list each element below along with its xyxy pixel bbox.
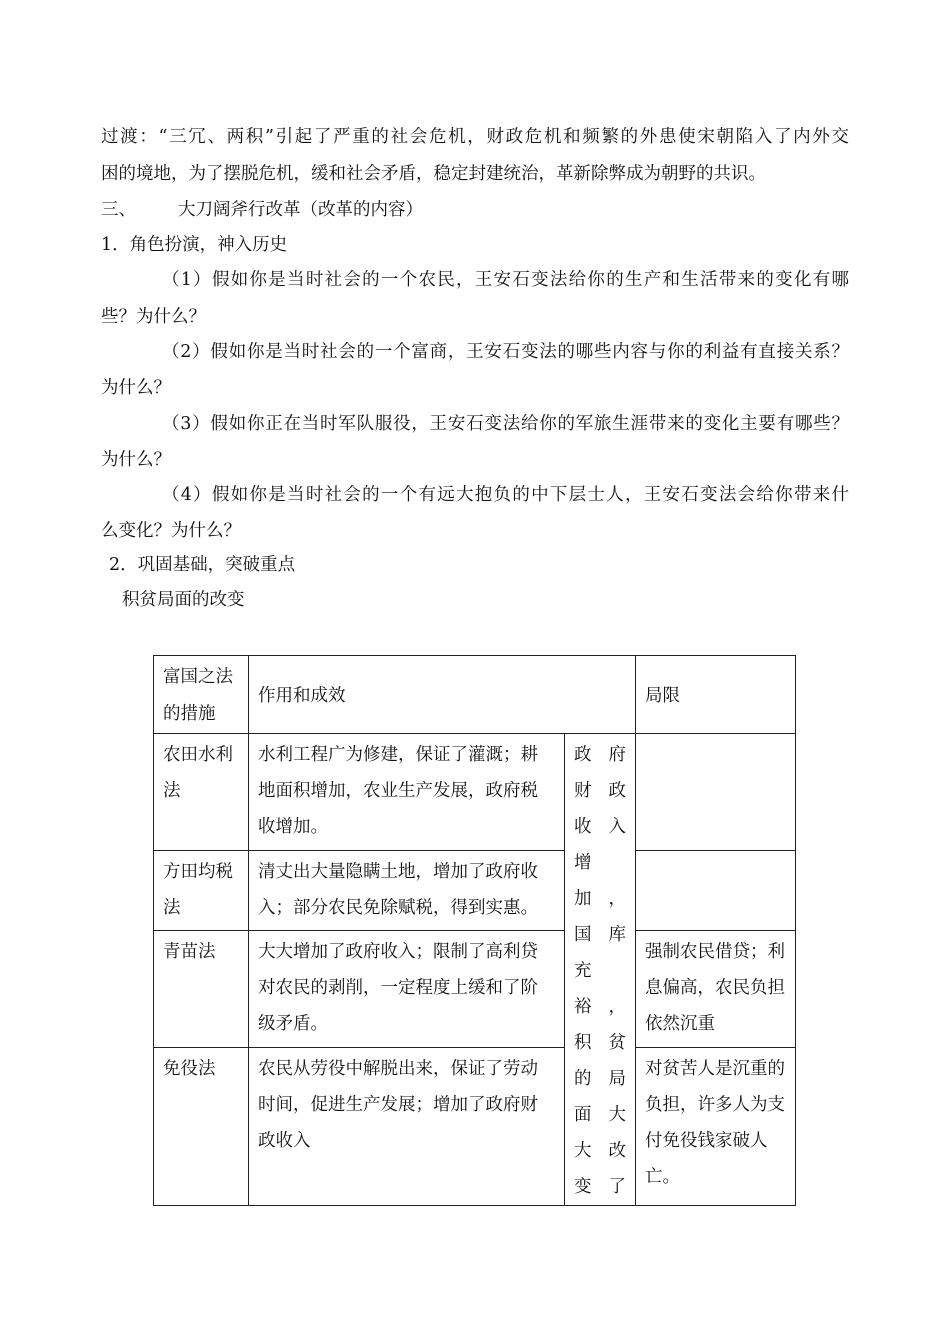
measure-cell: 农田水利法 xyxy=(154,734,249,851)
measure-cell: 青苗法 xyxy=(154,930,249,1047)
item-2-heading: 2．巩固基础，突破重点 xyxy=(109,555,296,575)
measure-cell: 方田均税法 xyxy=(154,851,249,931)
transition-line-2: 困的境地，为了摆脱危机，缓和社会矛盾，稳定封建统治，革新除弊成为朝野的共识。 xyxy=(101,164,766,184)
transition-line-1: 过渡：“三冗、两积”引起了严重的社会危机，财政危机和频繁的外患使宋朝陷入了内外交 xyxy=(101,127,849,147)
table-row xyxy=(154,851,796,931)
question-4-line-1: （4）假如你是当时社会的一个有远大抱负的中下层士人，王安石变法会给你带来什 xyxy=(162,485,849,505)
question-2-line-2: 为什么？ xyxy=(101,378,171,398)
limit-cell: 对贫苦人是沉重的负担，许多人为支付免役钱家破人亡。 xyxy=(636,1047,796,1205)
limit-cell: 强制农民借贷；利息偏高，农民负担依然沉重 xyxy=(636,930,796,1047)
effect-cell: 清丈出大量隐瞒土地，增加了政府收入；部分农民免除赋税，得到实惠。 xyxy=(249,851,565,931)
limit-cell xyxy=(636,734,796,851)
header-limit: 局限 xyxy=(636,656,796,734)
item-1-heading: 1．角色扮演，神入历史 xyxy=(101,235,288,255)
item-2-subheading: 积贫局面的改变 xyxy=(122,590,245,610)
limit-cell xyxy=(636,851,796,931)
question-3-line-1: （3）假如你正在当时军队服役，王安石变法给你的军旅生涯带来的变化主要有哪些？ xyxy=(162,414,849,434)
header-effect: 作用和成效 xyxy=(249,656,636,734)
question-1-line-2: 些？为什么？ xyxy=(101,307,206,327)
question-1-line-1: （1）假如你是当时社会的一个农民，王安石变法给你的生产和生活带来的变化有哪 xyxy=(162,270,849,290)
table-row xyxy=(154,930,796,1047)
section-3-title: 大刀阔斧行改革（改革的内容） xyxy=(178,200,423,220)
header-measure: 富国之法的措施 xyxy=(154,656,249,734)
table-header-row xyxy=(154,656,796,734)
section-3-number: 三、 xyxy=(101,200,136,220)
question-2-line-1: （2）假如你是当时社会的一个富商，王安石变法的哪些内容与你的利益有直接关系？ xyxy=(162,342,849,362)
reform-measures-table xyxy=(153,655,796,1206)
question-3-line-2: 为什么？ xyxy=(101,450,171,470)
measure-cell: 免役法 xyxy=(154,1047,249,1205)
table-row xyxy=(154,734,796,851)
section-3-heading xyxy=(101,199,423,221)
effect-cell: 农民从劳役中解脱出来，保证了劳动时间，促进生产发展；增加了政府财政收入 xyxy=(249,1047,565,1205)
effect-cell: 水利工程广为修建，保证了灌溉；耕地面积增加，农业生产发展，政府税收增加。 xyxy=(249,734,565,851)
summary-cell: 政府财政收入增加，国库充裕，积贫的局面大大改变了 xyxy=(565,734,636,1206)
effect-cell: 大大增加了政府收入；限制了高利贷对农民的剥削，一定程度上缓和了阶级矛盾。 xyxy=(249,930,565,1047)
table-row xyxy=(154,1047,796,1205)
question-4-line-2: 么变化？为什么？ xyxy=(101,521,241,541)
